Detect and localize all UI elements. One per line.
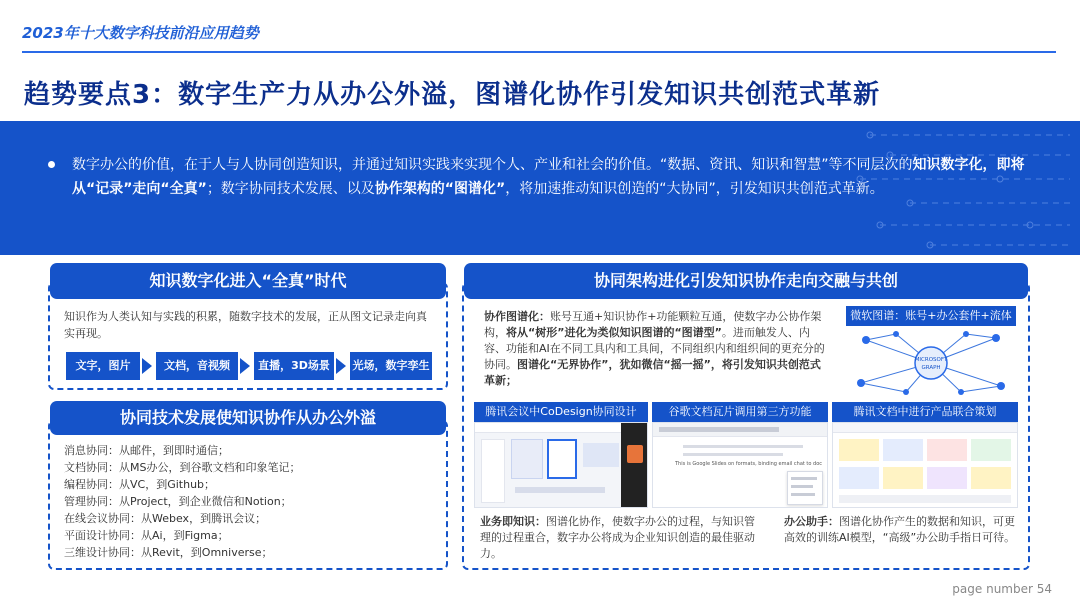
office-assistant-bold: 办公助手：: [784, 515, 839, 528]
codesign-screenshot: [474, 422, 648, 508]
collab-list: [64, 442, 436, 561]
step-arrow-icon: [142, 358, 152, 374]
shot-label-codesign: 腾讯会议中CoDesign协同设计: [474, 402, 648, 422]
summary-part-2: ；数字协同技术发展、以及: [206, 181, 375, 197]
office-assistant-body: 图谱化协作产生的数据和知识，可更高效的训练AI模型，“高级”办公助手指日可待。: [784, 515, 1016, 544]
graph-collab-bold-2: 将从“树形”进化为类似知识图谱的“图谱型”: [506, 326, 722, 339]
business-knowledge-bold: 业务即知识：: [480, 515, 546, 528]
report-header: 2023年十大数字科技前沿应用趋势: [22, 24, 259, 42]
shot-label-google-docs: 谷歌文档瓦片调用第三方功能: [652, 402, 828, 422]
collab-item: 在线会议协同：从Webex，到腾讯会议；: [64, 512, 267, 525]
card-title-collab-architecture: 协同架构进化引发知识协作走向交融与共创: [464, 263, 1028, 299]
step-chip: 文档，音视频: [156, 352, 238, 380]
summary-part-3: ，将加速推动知识创造的“大协同”，引发知识共创范式革新。: [505, 181, 884, 197]
step-chip: 文字，图片: [66, 352, 140, 380]
summary-band: [0, 121, 1080, 255]
shot-label-tencent-docs: 腾讯文档中进行产品联合策划: [832, 402, 1018, 422]
graph-collab-text-2: 。进而触发人、内容、功能和AI在不同工具内和工具间，不同组织内和组织间的更充分的协同。: [484, 326, 825, 371]
graph-collab-bold-3: 图谱化“无界协作”，犹如微信“摇一摇”，将引发知识共创范式革新；: [484, 358, 821, 387]
google-docs-screenshot: [652, 422, 828, 508]
step-chip: 直播，3D场景: [254, 352, 334, 380]
page-number: page number 54: [952, 582, 1052, 596]
collab-item: 平面设计协同：从Ai，到Figma；: [64, 529, 229, 542]
doc-sample-text: This is Google Slides on formats, binding email chat to doc: [675, 461, 823, 467]
step-arrow-icon: [240, 358, 250, 374]
step-chip: 光场，数字孪生: [350, 352, 432, 380]
collab-item: 编程协同：从VC，到Github；: [64, 478, 216, 491]
step-arrow-icon: [336, 358, 346, 374]
knowledge-graph-image: [846, 328, 1016, 398]
graph-node-label: GRAPH: [921, 365, 941, 371]
collab-item: 三维设计协同：从Revit，到Omniverse；: [64, 546, 273, 559]
card-title-collaboration-tech: 协同技术发展使知识协作从办公外溢: [50, 401, 446, 435]
tencent-docs-screenshot: [832, 422, 1018, 508]
graph-collab-text-1: 账号互通+知识协作+功能颗粒互通，使数字办公协作架构，: [484, 310, 822, 339]
graph-collab-bold-1: 协作图谱化：: [484, 310, 550, 323]
business-knowledge-body: 图谱化协作，使数字办公的过程，与知识管理的过程重合，数字办公将成为企业知识创造的最佳驱动力。: [480, 515, 755, 560]
business-knowledge-text: [480, 514, 756, 562]
card-title-knowledge-digitization: 知识数字化进入“全真”时代: [50, 263, 446, 299]
header-divider: [22, 51, 1056, 53]
summary-text: [72, 153, 1032, 201]
office-assistant-text: [784, 514, 1020, 546]
summary-bold-2: 协作架构的“图谱化”: [374, 181, 506, 197]
collab-item: 消息协同：从邮件，到即时通信；: [64, 444, 229, 457]
microsoft-graph-label: 微软图谱：账号+办公套件+流体: [846, 306, 1016, 326]
bullet-dot: [48, 161, 55, 168]
summary-bold-1: 知识数字化，即将从“记录”走向“全真”: [72, 157, 1025, 197]
collab-item: 文档协同：从MS办公，到谷歌文档和印象笔记；: [64, 461, 301, 474]
graph-node-label: MICROSOFT: [914, 357, 948, 363]
slide-title: 趋势要点3：数字生产力从办公外溢，图谱化协作引发知识共创范式革新: [24, 80, 881, 110]
collab-item: 管理协同：从Project，到企业微信和Notion；: [64, 495, 292, 508]
knowledge-desc: 知识作为人类认知与实践的积累，随数字技术的发展，正从图文记录走向真实再现。: [64, 310, 427, 340]
summary-part-1: 数字办公的价值，在于人与人协同创造知识，并通过知识实践来实现个人、产业和社会的价值。“数据、资讯、知识和智慧”等不同层次的: [72, 157, 913, 173]
graph-collab-text: [484, 309, 830, 389]
